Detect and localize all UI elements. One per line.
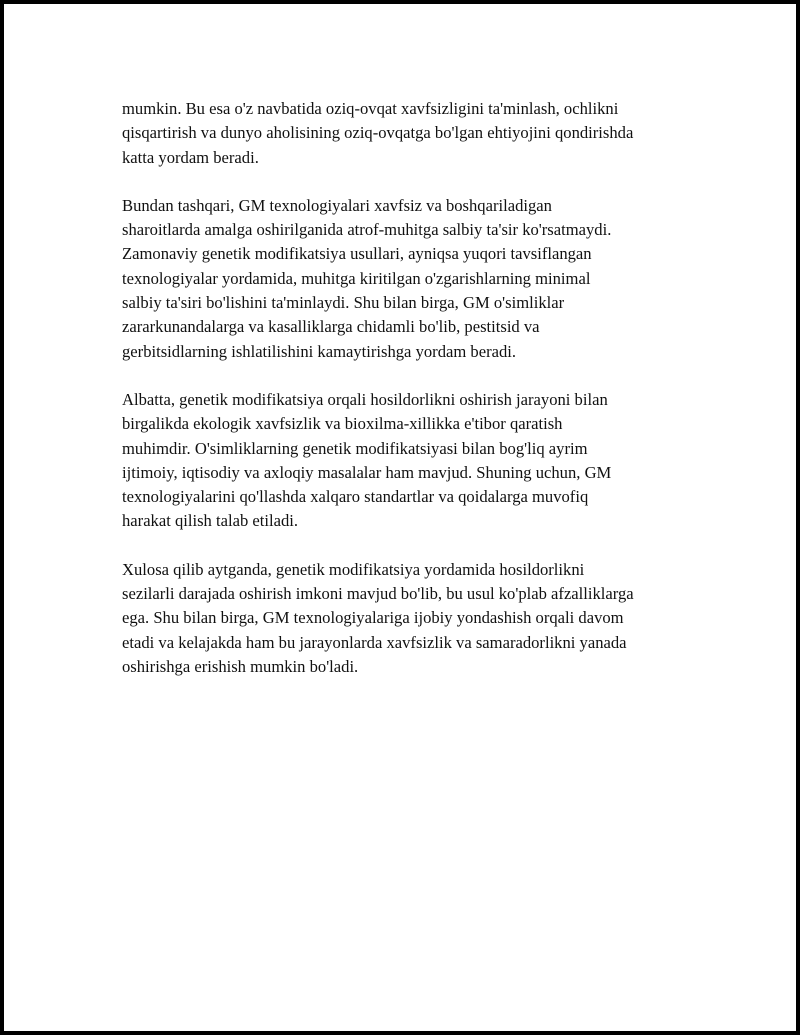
text-line: katta yordam beradi. — [122, 147, 259, 167]
text-line: ega. Shu bilan birga, GM texnologiyalariga ijobiy yondashish orqali davom — [122, 608, 624, 628]
document-body — [122, 97, 712, 703]
text-line: mumkin. Bu esa o'z navbatida oziq-ovqat xavfsizligini ta'minlash, ochlikni — [122, 99, 619, 118]
text-line: oshirishga erishish mumkin bo'ladi. — [122, 656, 359, 676]
text-line: etadi va kelajakda ham bu jarayonlarda xavfsizlik va samaradorlikni yanada — [122, 632, 627, 652]
text-line: birgalikda ekologik xavfsizlik va bioxilma-xillikka e'tibor qaratish — [122, 414, 563, 434]
text-line: Bundan tashqari, GM texnologiyalari xavfsiz va boshqariladigan — [122, 195, 552, 215]
text-line: muhimdir. O'simliklarning genetik modifikatsiyasi bilan bog'liq ayrim — [122, 438, 588, 458]
text-line: zararkunandalarga va kasalliklarga chidamli bo'lib, pestitsid va — [122, 317, 540, 337]
text-line: texnologiyalarini qo'llashda xalqaro standartlar va qoidalarga muvofiq — [122, 487, 589, 507]
text-line: gerbitsidlarning ishlatilishini kamaytirishga yordam beradi. — [122, 341, 517, 361]
paragraph-1 — [122, 97, 712, 170]
paragraph-4 — [122, 558, 712, 679]
text-line: qisqartirish va dunyo aholisining oziq-ovqatga bo'lgan ehtiyojini qondirishda — [122, 123, 634, 143]
text-line: salbiy ta'siri bo'lishini ta'minlaydi. Shu bilan birga, GM o'simliklar — [122, 293, 565, 313]
text-line: harakat qilish talab etiladi. — [122, 511, 299, 531]
text-line: Albatta, genetik modifikatsiya orqali hosildorlikni oshirish jarayoni bilan — [122, 389, 608, 409]
text-line: sharoitlarda amalga oshirilganida atrof-muhitga salbiy ta'sir ko'rsatmaydi. — [122, 220, 612, 240]
text-line: texnologiyalar yordamida, muhitga kiritilgan o'zgarishlarning minimal — [122, 268, 591, 288]
paragraph-3 — [122, 388, 712, 534]
text-line: ijtimoiy, iqtisodiy va axloqiy masalalar ham mavjud. Shuning uchun, GM — [122, 462, 612, 482]
paragraph-2 — [122, 194, 712, 364]
text-line: Zamonaviy genetik modifikatsiya usullari, ayniqsa yuqori tavsiflangan — [122, 244, 592, 264]
text-line: Xulosa qilib aytganda, genetik modifikatsiya yordamida hosildorlikni — [122, 559, 585, 579]
text-line: sezilarli darajada oshirish imkoni mavjud bo'lib, bu usul ko'plab afzalliklarga — [122, 584, 634, 604]
